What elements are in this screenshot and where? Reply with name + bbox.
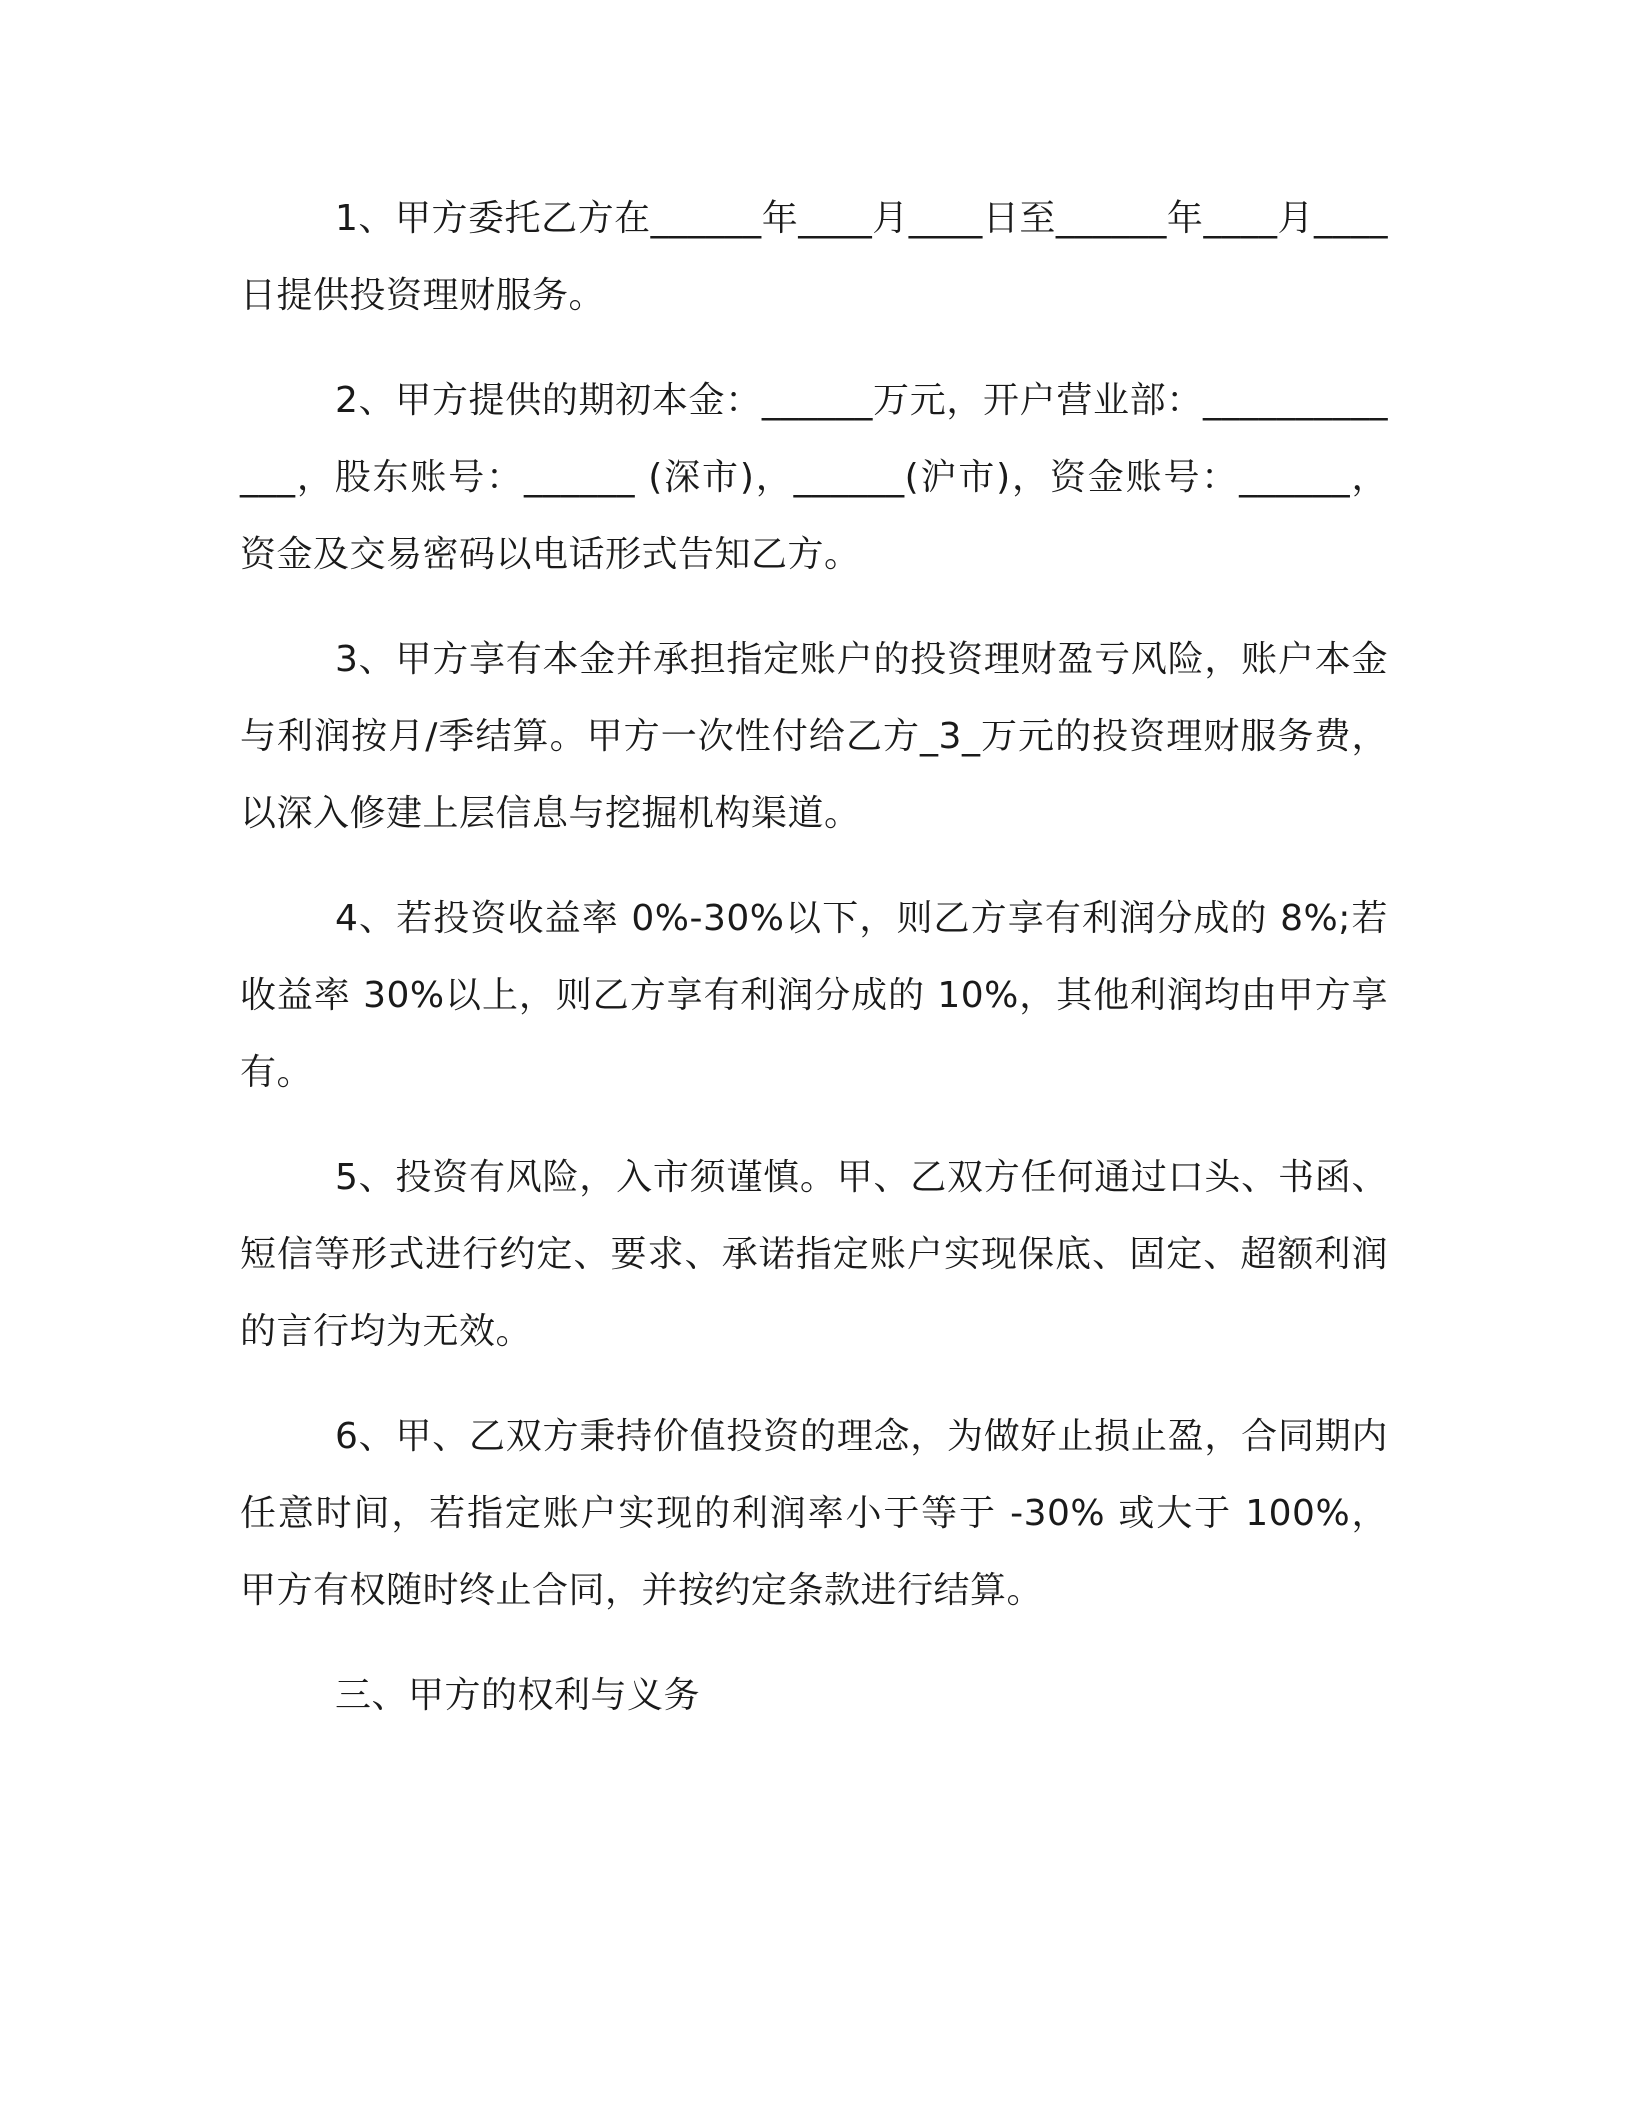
- clause-3: 3、甲方享有本金并承担指定账户的投资理财盈亏风险，账户本金与利润按月/季结算。甲方一次性付给乙方_3_万元的投资理财服务费，以深入修建上层信息与挖掘机构渠道。: [240, 639, 1388, 834]
- clause-1: 1、甲方委托乙方在______年____月____日至______年____月____日提供投资理财服务。: [240, 198, 1388, 316]
- clause-5: 5、投资有风险，入市须谨慎。甲、乙双方任何通过口头、书函、短信等形式进行约定、要求、承诺指定账户实现保底、固定、超额利润的言行均为无效。: [240, 1157, 1388, 1352]
- clause-6: 6、甲、乙双方秉持价值投资的理念，为做好止损止盈，合同期内任意时间，若指定账户实现的利润率小于等于 -30% 或大于 100%，甲方有权随时终止合同，并按约定条款进行结算。: [240, 1416, 1388, 1611]
- clause-4: 4、若投资收益率 0%-30%以下，则乙方享有利润分成的 8%;若收益率 30%以上，则乙方享有利润分成的 10%，其他利润均由甲方享有。: [240, 898, 1388, 1093]
- section-heading: 三、甲方的权利与义务: [335, 1675, 701, 1716]
- document-body: [240, 180, 1388, 1734]
- clause-2: 2、甲方提供的期初本金：______万元，开户营业部：_____________，股东账号：______ (深市)，______(沪市)，资金账号：______，资金及交易密码以电话形式告知乙方。: [240, 380, 1388, 575]
